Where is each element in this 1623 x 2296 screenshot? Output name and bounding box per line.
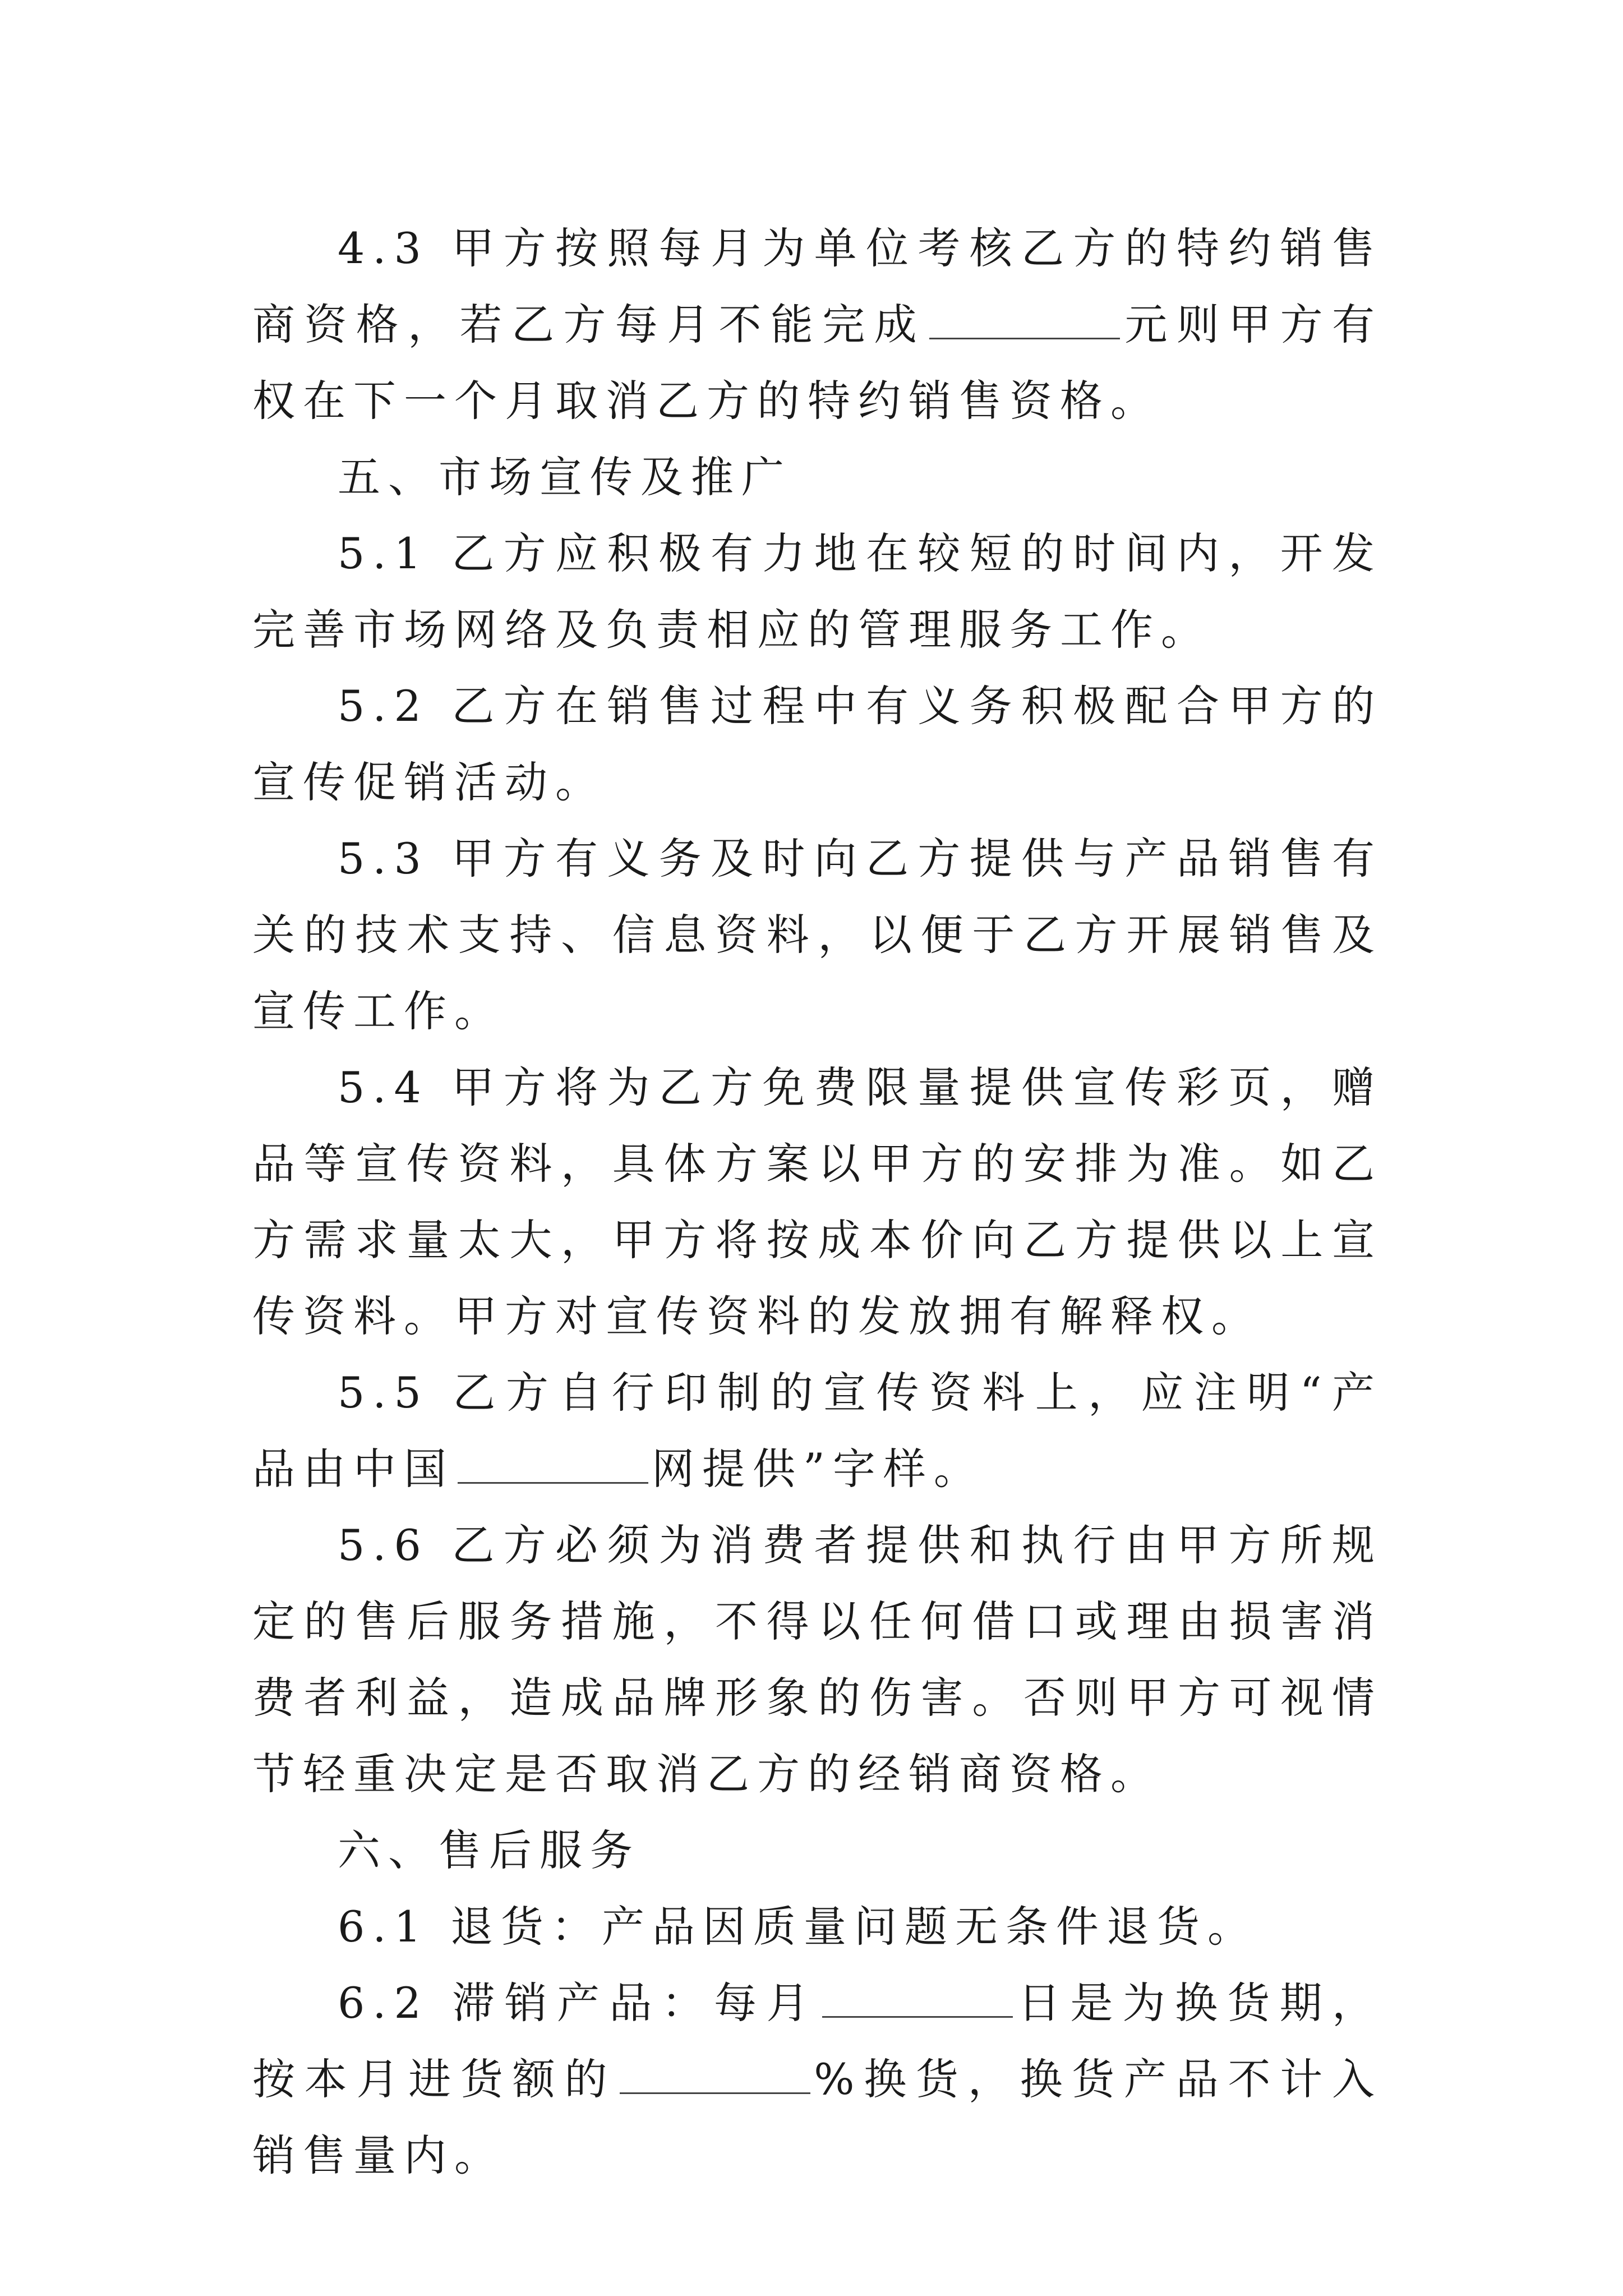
clause-6-2-text-b: 日是为换货期，按本月进货额的 bbox=[252, 1978, 1383, 2104]
section-heading-5: 五、市场宣传及推广 bbox=[338, 452, 792, 502]
clause-5-4: 5.4 甲方将为乙方免费限量提供宣传彩页，赠品等宣传资料，具体方案以甲方的安排为准。如乙方需求量太大，甲方将按成本价向乙方提供以上宣传资料。甲方对宣传资料的发放拥有解释权。 bbox=[252, 1062, 1382, 1341]
clause-4-3-text-b: 元则甲方有权在下一个月取消乙方的特约销售资格。 bbox=[252, 300, 1383, 426]
clause-6-2 bbox=[252, 1965, 1382, 2194]
fill-blank-amount bbox=[929, 304, 1120, 339]
clause-6-1: 6.1 退货：产品因质量问题无条件退货。 bbox=[338, 1902, 1258, 1952]
fill-blank-percent bbox=[620, 2059, 810, 2094]
clause-5-3: 5.3 甲方有义务及时向乙方提供与产品销售有关的技术支持、信息资料，以便于乙方开展销售及宣传工作。 bbox=[252, 834, 1382, 1036]
clause-6-2-text-a: 6.2 滞销产品：每月 bbox=[338, 1978, 819, 2028]
clause-5-5 bbox=[252, 1355, 1382, 1507]
clause-6-2-text-c: %换货，换货产品不计入销售量内。 bbox=[252, 2054, 1382, 2180]
fill-blank-day bbox=[822, 1982, 1013, 2018]
clause-5-6: 5.6 乙方必须为消费者提供和执行由甲方所规定的售后服务措施，不得以任何借口或理由损害消费者利益，造成品牌形象的伤害。否则甲方可视情节轻重决定是否取消乙方的经销商资格。 bbox=[252, 1520, 1382, 1799]
clause-4-3-text-a: 4.3 甲方按照每月为单位考核乙方的特约销售商资格，若乙方每月不能完成 bbox=[252, 223, 1382, 349]
document-page bbox=[252, 210, 1382, 2194]
clause-4-3 bbox=[252, 210, 1382, 439]
clause-5-5-text-b: 网提供”字样。 bbox=[652, 1444, 984, 1494]
clause-5-2: 5.2 乙方在销售过程中有义务积极配合甲方的宣传促销活动。 bbox=[252, 681, 1382, 807]
clause-5-1: 5.1 乙方应积极有力地在较短的时间内，开发完善市场网络及负责相应的管理服务工作。 bbox=[252, 528, 1382, 655]
section-heading-6: 六、售后服务 bbox=[338, 1825, 640, 1875]
clause-5-5-text-a: 5.5 乙方自行印制的宣传资料上，应注明“产品由中国 bbox=[252, 1368, 1382, 1494]
fill-blank-site-name bbox=[458, 1448, 648, 1484]
